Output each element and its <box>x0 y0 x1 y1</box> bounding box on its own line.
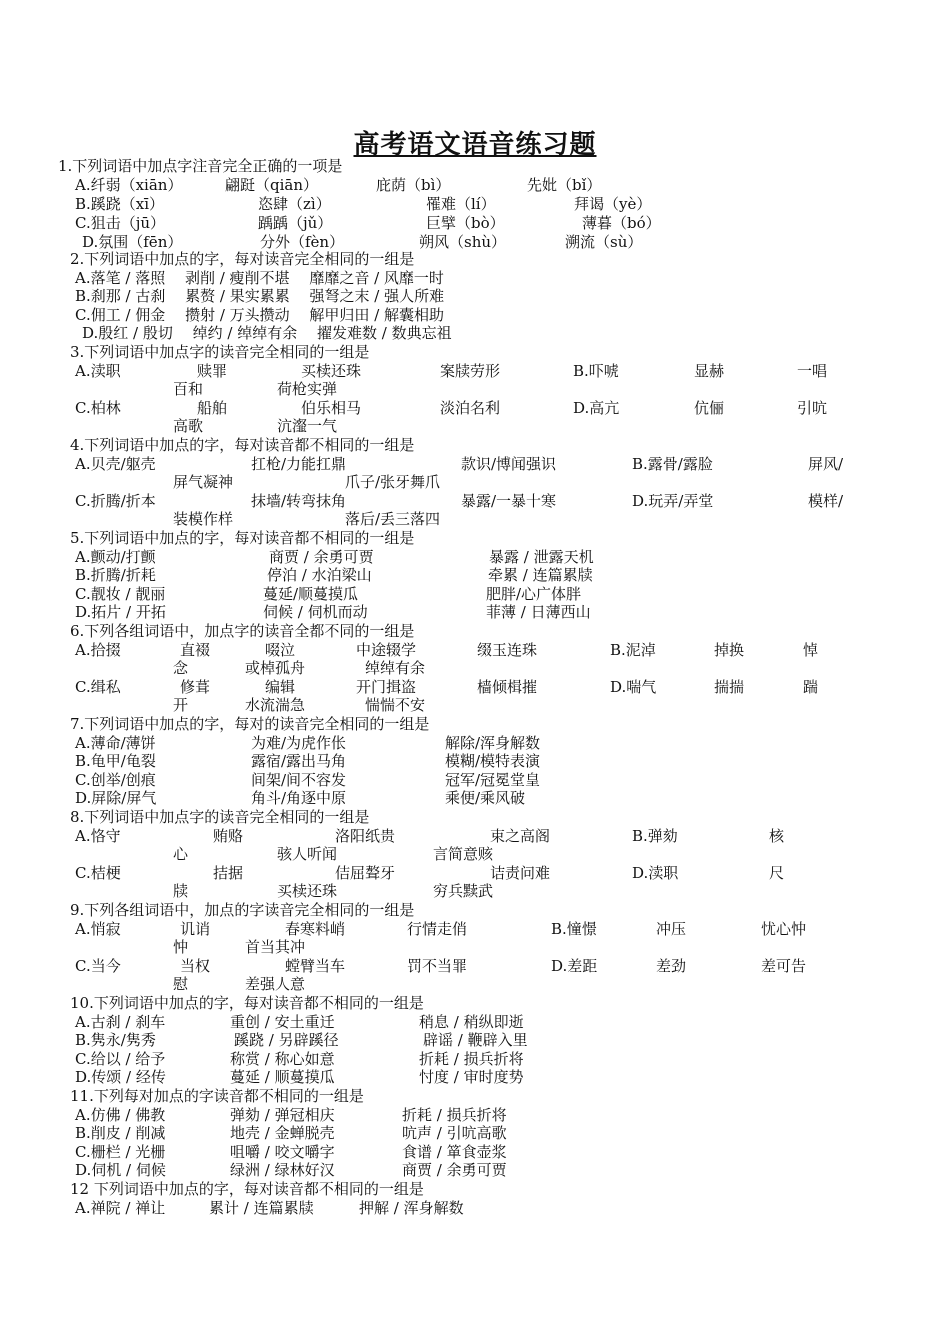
option-item: 慰 <box>173 975 189 993</box>
option-item: 高歌 <box>173 417 204 435</box>
question-stem: 11.下列每对加点的字读音都不相同的一组是 <box>70 1087 364 1105</box>
option-a: A.恪守 <box>75 827 121 845</box>
option-item: 掉换 <box>714 641 745 659</box>
option-c: C.靓妆 / 靓丽 <box>75 585 166 603</box>
option-item: 吭声 / 引吭高歌 <box>402 1124 507 1142</box>
option-item: 食谱 / 箪食壶浆 <box>402 1143 507 1161</box>
option-item: 差可告 <box>761 957 807 975</box>
option-item: 模样/ <box>808 492 844 510</box>
option-item: 角斗/角逐中原 <box>251 789 347 807</box>
option-d: D.喘气 <box>610 678 657 696</box>
option-item: 骇人听闻 <box>277 845 338 863</box>
option-c: C.柏林 <box>75 399 121 417</box>
question-stem: 9.下列各组词语中，加点的字读音完全相同的一组是 <box>70 901 415 919</box>
option-item: 买椟还珠 <box>301 362 362 380</box>
option-item: 重创 / 安土重迁 <box>230 1013 335 1031</box>
option-item: 束之高阁 <box>490 827 551 845</box>
option-item: 暴露 / 泄露天机 <box>489 548 594 566</box>
option-item: 装模作样 <box>173 510 234 528</box>
option-item: 言简意赅 <box>433 845 494 863</box>
question-stem: 10.下列词语中加点的字，每对读音都不相同的一组是 <box>70 994 424 1012</box>
option-item: 露宿/露出马角 <box>251 752 347 770</box>
option-item: 首当其冲 <box>245 938 306 956</box>
option-item: 称赏 / 称心如意 <box>230 1050 335 1068</box>
option-b: B.泥淖 <box>610 641 656 659</box>
option-item: 冠军/冠冕堂皇 <box>445 771 541 789</box>
option-d-item: 分外（fèn） <box>260 233 345 251</box>
option-item: 辟谣 / 鞭辟入里 <box>423 1031 528 1049</box>
option-b: B.刹那 / 古刹 累赘 / 果实累累 强弩之末 / 强人所难 <box>75 287 445 305</box>
option-item: 累计 / 连篇累牍 <box>209 1199 314 1217</box>
option-item: 佶屈聱牙 <box>335 864 396 882</box>
option-item: 百和 <box>173 380 204 398</box>
option-a: A.贝壳/躯壳 <box>75 455 156 473</box>
option-item: 直裰 <box>180 641 211 659</box>
option-item: 当权 <box>180 957 211 975</box>
option-item: 冲压 <box>656 920 687 938</box>
option-item: 悼 <box>803 641 819 659</box>
option-item: 开门揖盗 <box>356 678 417 696</box>
option-c: C.栅栏 / 光栅 <box>75 1143 166 1161</box>
option-item: 念 <box>173 659 189 677</box>
option-item: 解除/浑身解数 <box>445 734 541 752</box>
option-b: B.吓唬 <box>573 362 619 380</box>
option-b: B.隽永/隽秀 <box>75 1031 156 1049</box>
option-item: 穷兵黩武 <box>433 882 494 900</box>
option-item: 乘便/乘风破 <box>445 789 526 807</box>
option-item: 尺 <box>769 864 785 882</box>
option-item: 心 <box>173 845 189 863</box>
option-a: A.颤动/打颤 <box>75 548 156 566</box>
option-a: A.仿佛 / 佛教 <box>75 1106 166 1124</box>
option-item: 菲薄 / 日薄西山 <box>486 603 591 621</box>
option-item: 荷枪实弹 <box>277 380 338 398</box>
option-a: A.落笔 / 落照 剥削 / 瘦削不堪 靡靡之音 / 风靡一时 <box>75 269 444 287</box>
option-item: 显赫 <box>694 362 725 380</box>
option-item: 蔓延/顺蔓摸瓜 <box>263 585 359 603</box>
option-c: C.佣工 / 佣金 攒射 / 万头攒动 解甲归田 / 解囊相助 <box>75 306 445 324</box>
option-b: B.蹊跷（xī） <box>75 195 165 213</box>
option-item: 淡泊名利 <box>440 399 501 417</box>
question-stem: 12 下列词语中加点的字，每对读音都不相同的一组是 <box>70 1180 424 1198</box>
option-a: A.禅院 / 禅让 <box>75 1199 166 1217</box>
option-item: 修葺 <box>180 678 211 696</box>
option-item: 弹劾 / 弹冠相庆 <box>230 1106 335 1124</box>
option-d: D.屏除/屏气 <box>75 789 157 807</box>
option-item: 折耗 / 损兵折将 <box>402 1106 507 1124</box>
option-item: 编辑 <box>265 678 296 696</box>
option-c: C.狙击（jū） <box>75 214 166 232</box>
option-item: 开 <box>173 696 189 714</box>
option-item: 忡 <box>173 938 189 956</box>
option-item: 核 <box>769 827 785 845</box>
option-b-item: 拜谒（yè） <box>574 195 652 213</box>
option-item: 间架/间不容发 <box>251 771 347 789</box>
option-b: B.折腾/折耗 <box>75 566 156 584</box>
option-item: 引吭 <box>797 399 828 417</box>
option-item: 差劲 <box>656 957 687 975</box>
option-item: 罚不当罪 <box>407 957 468 975</box>
option-d: D.差距 <box>551 957 598 975</box>
option-item: 差强人意 <box>245 975 306 993</box>
option-item: 肥胖/心广体胖 <box>486 585 582 603</box>
option-c: C.缉私 <box>75 678 121 696</box>
option-item: 忧心忡 <box>761 920 807 938</box>
question-stem: 4.下列词语中加点的字，每对读音都不相同的一组是 <box>70 436 415 454</box>
option-item: 商贾 / 余勇可贾 <box>402 1161 507 1179</box>
option-item: 行情走俏 <box>407 920 468 938</box>
option-a-item: 庇荫（bì） <box>376 176 451 194</box>
option-a: A.渎职 <box>75 362 121 380</box>
option-item: 屏风/ <box>808 455 844 473</box>
option-item: 啜泣 <box>265 641 296 659</box>
option-item: 船舶 <box>197 399 228 417</box>
option-item: 蔓延 / 顺蔓摸瓜 <box>230 1068 335 1086</box>
option-d-item: 朔风（shù） <box>419 233 507 251</box>
option-d: D.玩弄/弄堂 <box>632 492 714 510</box>
option-item: 地壳 / 金蝉脱壳 <box>230 1124 335 1142</box>
option-item: 牵累 / 连篇累牍 <box>488 566 593 584</box>
option-item: 沆瀣一气 <box>277 417 338 435</box>
option-b: B.弹劾 <box>632 827 678 845</box>
question-stem: 8.下列词语中加点字的读音完全相同的一组是 <box>70 808 370 826</box>
option-item: 中途辍学 <box>356 641 417 659</box>
question-stem: 6.下列各组词语中，加点字的读音全都不同的一组是 <box>70 622 415 640</box>
option-item: 模糊/模特表演 <box>445 752 541 770</box>
option-item: 一唱 <box>797 362 828 380</box>
option-item: 春寒料峭 <box>285 920 346 938</box>
option-c-item: 踽踽（jǔ） <box>258 214 333 232</box>
option-item: 伯乐相马 <box>301 399 362 417</box>
question-stem: 3.下列词语中加点字的读音完全相同的一组是 <box>70 343 370 361</box>
option-item: 讥诮 <box>180 920 211 938</box>
option-item: 停泊 / 水泊梁山 <box>267 566 372 584</box>
option-item: 水流湍急 <box>245 696 306 714</box>
option-item: 牍 <box>173 882 189 900</box>
option-item: 惴惴不安 <box>365 696 426 714</box>
option-item: 案牍劳形 <box>440 362 501 380</box>
option-c: C.给以 / 给予 <box>75 1050 166 1068</box>
option-item: 押解 / 浑身解数 <box>359 1199 464 1217</box>
option-b: B.削皮 / 削减 <box>75 1124 166 1142</box>
option-item: 折耗 / 损兵折将 <box>419 1050 524 1068</box>
option-item: 洛阳纸贵 <box>335 827 396 845</box>
option-c-item: 薄暮（bó） <box>582 214 661 232</box>
option-item: 蹊跷 / 另辟蹊径 <box>234 1031 339 1049</box>
page-title: 高考语文语音练习题 <box>353 130 597 160</box>
option-item: 咀嚼 / 咬文嚼字 <box>230 1143 335 1161</box>
option-item: 稍息 / 稍纵即逝 <box>419 1013 524 1031</box>
question-stem: 2.下列词语中加点的字，每对读音完全相同的一组是 <box>70 250 415 268</box>
option-item: 樯倾楫摧 <box>477 678 538 696</box>
option-d: D.拓片 / 开拓 <box>75 603 166 621</box>
option-item: 扛枪/力能扛鼎 <box>251 455 347 473</box>
option-item: 抹墙/转弯抹角 <box>251 492 347 510</box>
option-c-item: 巨擘（bò） <box>426 214 505 232</box>
option-c: C.桔梗 <box>75 864 121 882</box>
option-d: D.渎职 <box>632 864 679 882</box>
option-d: D.殷红 / 殷切 绰约 / 绰绰有余 擢发难数 / 数典忘祖 <box>82 324 452 342</box>
option-a: A.拾掇 <box>75 641 121 659</box>
option-d: D.氛围（fēn） <box>82 233 183 251</box>
option-a: A.纤弱（xiān） <box>75 176 183 194</box>
question-stem: 5.下列词语中加点的字，每对读音都不相同的一组是 <box>70 529 415 547</box>
option-item: 买椟还珠 <box>277 882 338 900</box>
option-c: C.创举/创痕 <box>75 771 156 789</box>
option-item: 踹 <box>803 678 819 696</box>
option-item: 屏气凝神 <box>173 473 234 491</box>
option-item: 暴露/一暴十寒 <box>461 492 557 510</box>
option-a-item: 先妣（bǐ） <box>527 176 602 194</box>
option-a: A.古刹 / 刹车 <box>75 1013 166 1031</box>
option-item: 或棹孤舟 <box>245 659 306 677</box>
option-item: 落后/丢三落四 <box>345 510 441 528</box>
option-a: A.悄寂 <box>75 920 121 938</box>
option-c: C.折腾/折本 <box>75 492 156 510</box>
option-a-item: 翩跹（qiān） <box>225 176 319 194</box>
option-b: B.憧憬 <box>551 920 597 938</box>
option-item: 诘责问难 <box>490 864 551 882</box>
option-item: 缀玉连珠 <box>477 641 538 659</box>
option-item: 拮据 <box>213 864 244 882</box>
question-stem: 7.下列词语中加点的字，每对的读音完全相同的一组是 <box>70 715 430 733</box>
option-item: 绰绰有余 <box>365 659 426 677</box>
option-item: 伉俪 <box>694 399 725 417</box>
option-d: D.高亢 <box>573 399 620 417</box>
option-item: 赎罪 <box>197 362 228 380</box>
question-stem: 1.下列词语中加点字注音完全正确的一项是 <box>58 157 343 175</box>
option-item: 贿赂 <box>213 827 244 845</box>
option-b: B.露骨/露脸 <box>632 455 713 473</box>
option-b: B.龟甲/龟裂 <box>75 752 156 770</box>
option-item: 商贾 / 余勇可贾 <box>269 548 374 566</box>
option-item: 绿洲 / 绿林好汉 <box>230 1161 335 1179</box>
option-d-item: 溯流（sù） <box>565 233 643 251</box>
option-a: A.薄命/薄饼 <box>75 734 156 752</box>
option-item: 忖度 / 审时度势 <box>419 1068 524 1086</box>
option-item: 螳臂当车 <box>285 957 346 975</box>
option-d: D.伺机 / 伺候 <box>75 1161 166 1179</box>
option-item: 爪子/张牙舞爪 <box>345 473 441 491</box>
option-b-item: 罹难（lí） <box>426 195 496 213</box>
option-item: 款识/博闻强识 <box>461 455 557 473</box>
option-item: 伺候 / 伺机而动 <box>263 603 368 621</box>
option-item: 为难/为虎作伥 <box>251 734 347 752</box>
option-b-item: 恣肆（zì） <box>258 195 331 213</box>
option-c: C.当今 <box>75 957 121 975</box>
option-d: D.传颂 / 经传 <box>75 1068 166 1086</box>
option-item: 揣揣 <box>714 678 745 696</box>
